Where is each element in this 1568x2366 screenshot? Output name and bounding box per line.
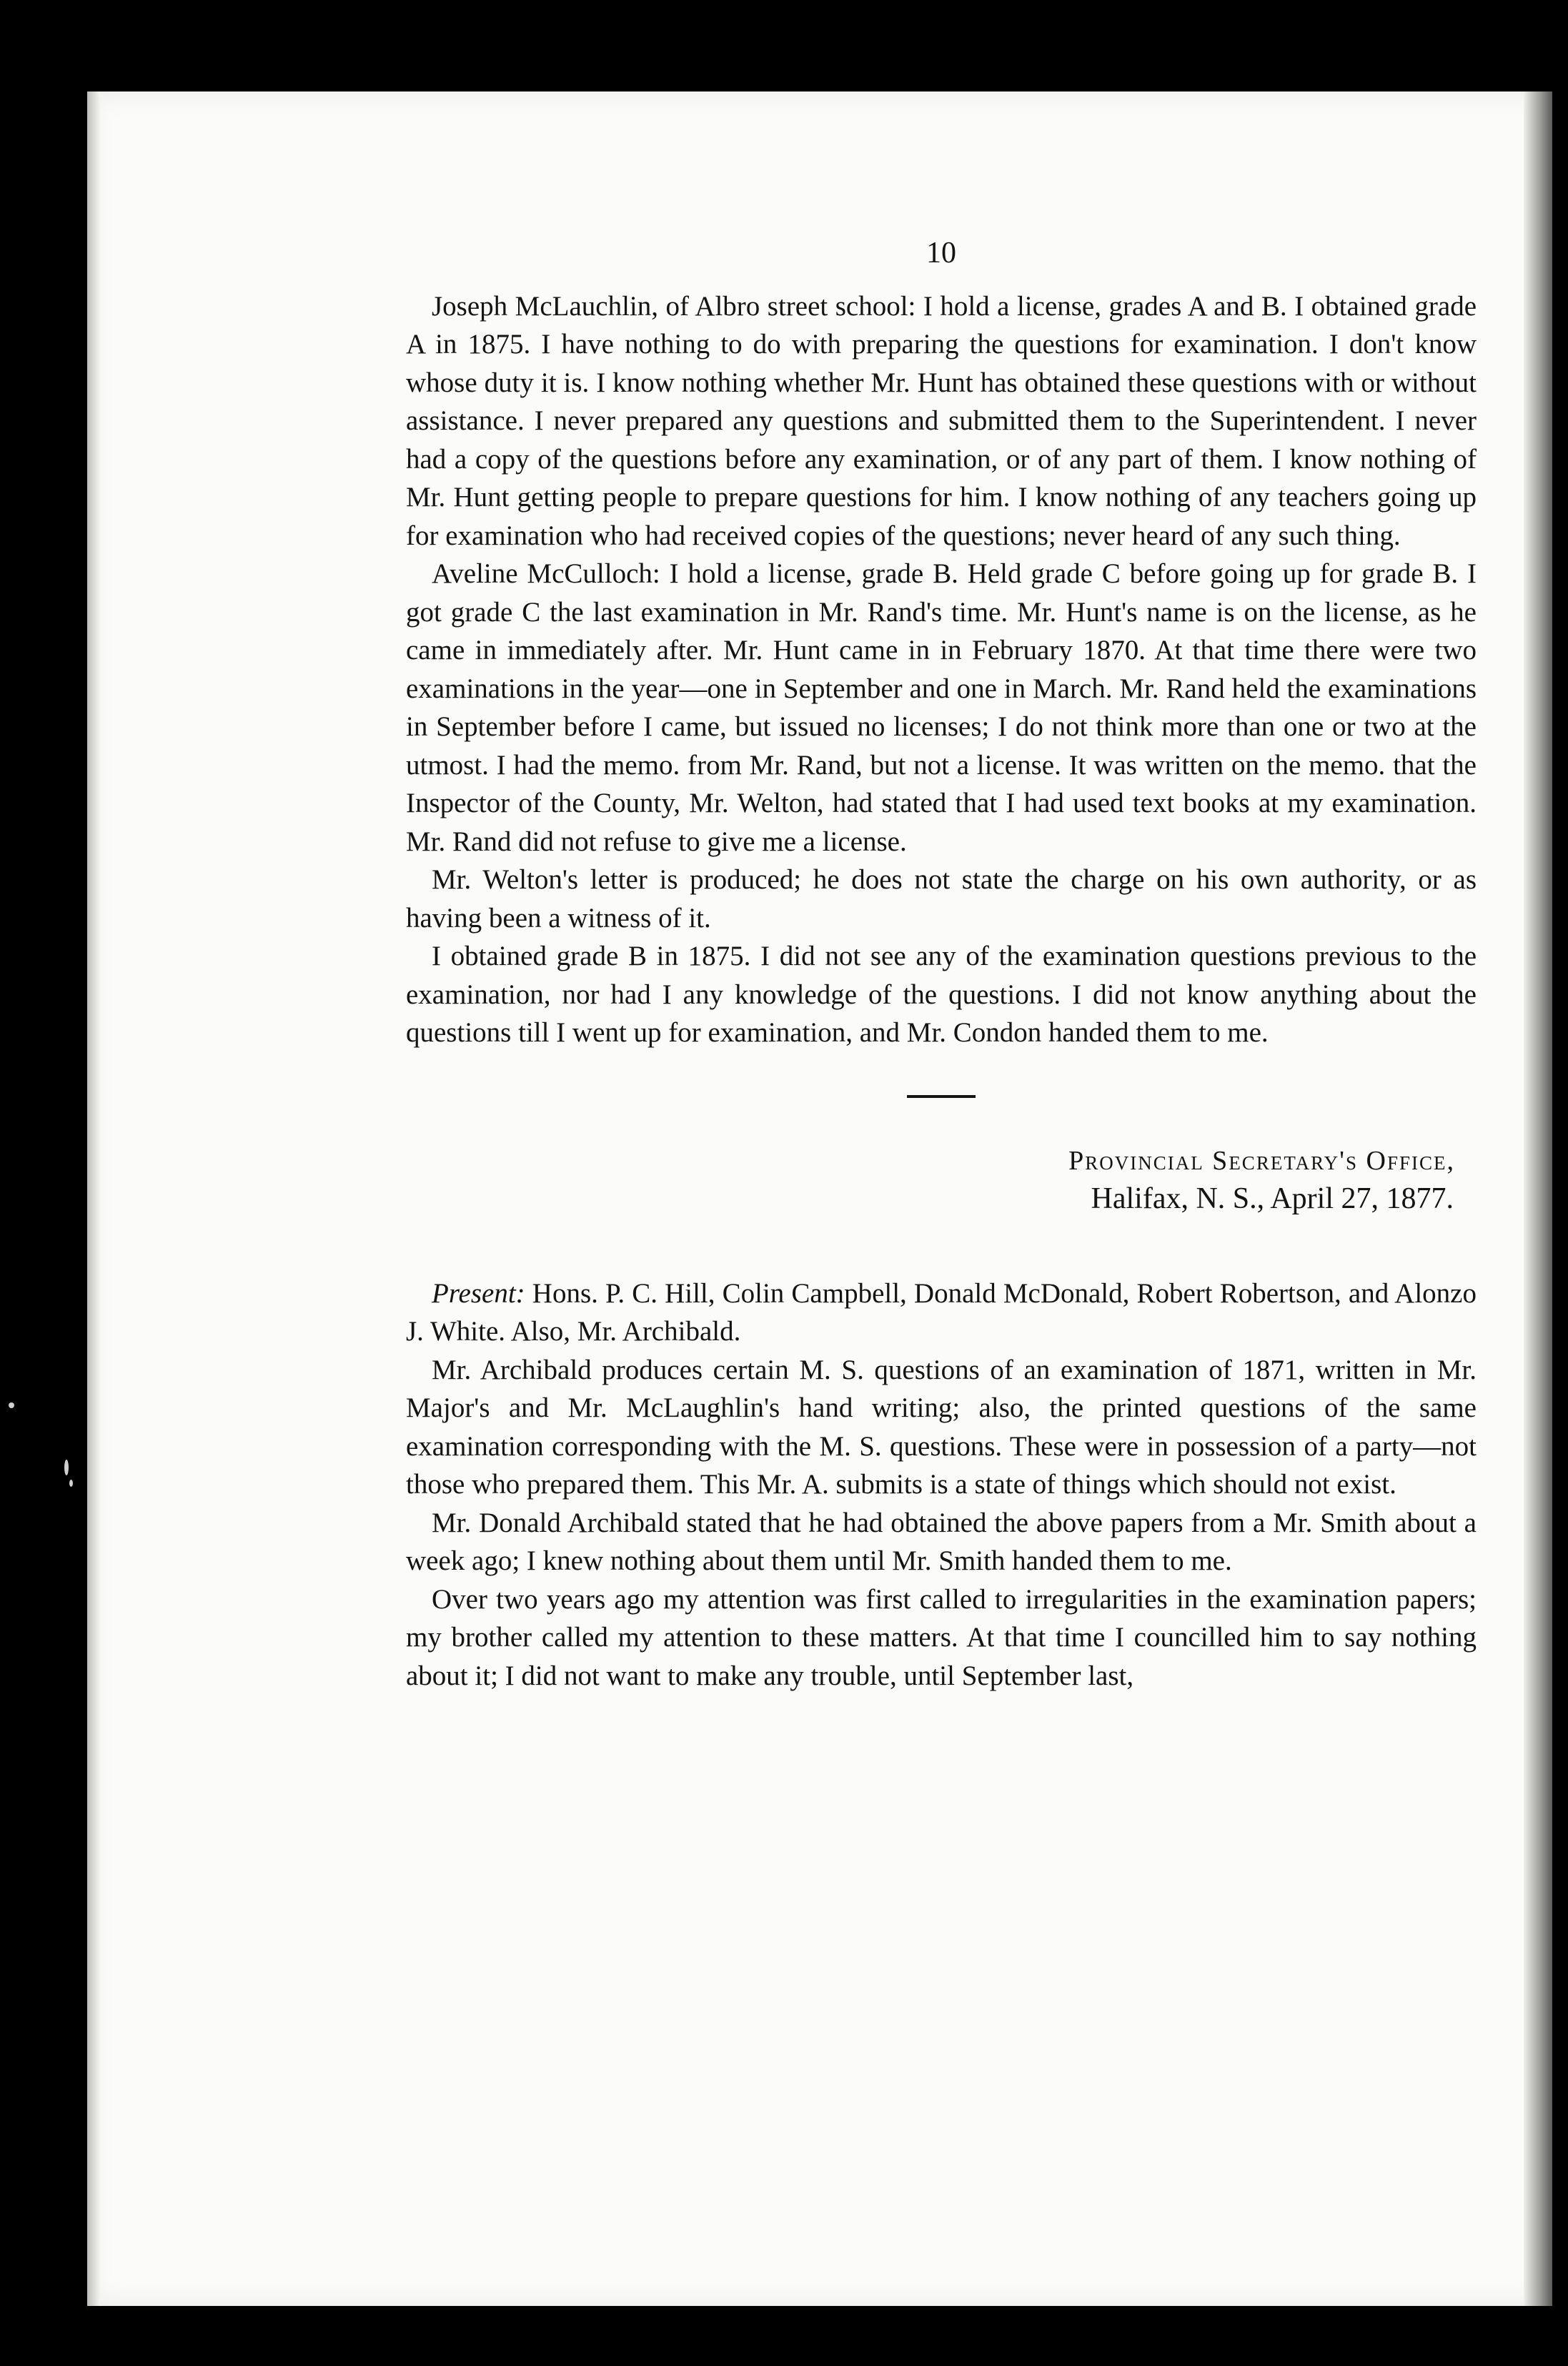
welton-letter-note: Mr. Welton's letter is produced; he does not state the charge on his own authority, or as having been a witness of it. (406, 864, 1477, 934)
office-heading: Provincial Secretary's Office, (1068, 1145, 1455, 1176)
page-left-edge (87, 91, 100, 2306)
scan-margin-specks (0, 0, 93, 2366)
archibald-produces: Mr. Archibald produces certain M. S. questions of an examination of 1871, written in Mr. Major's and Mr. McLaughlin's hand writing; also, the printed questions of the same examination corresponding with the M. S. questions. These were in possession of a party—not those who prepared them. This Mr. A. submits is a state of things which should not exist. (406, 1354, 1477, 1500)
office-dateline: Halifax, N. S., April 27, 1877. (1091, 1182, 1454, 1215)
page-content (406, 234, 1477, 1695)
testimony-mclauchlin: Joseph McLauchlin, of Albro street school: I hold a license, grades A and B. I obtained grade A in 1875. I have nothing to do with preparing the questions for examination. I don't know whose duty it is. I know nothing whether Mr. Hunt has obtained these questions with or without assistance. I never prepared any questions and submitted them to the Superintendent. I never had a copy of the questions before any examination, or of any part of them. I know nothing of Mr. Hunt getting people to prepare questions for him. I know nothing of any teachers going up for examination who had received copies of the questions; never heard of any such thing. (406, 290, 1477, 551)
testimony-mcculloch: Aveline McCulloch: I hold a license, grade B. Held grade C before going up for grade B. I got grade C the last examination in Mr. Rand's time. Mr. Hunt's name is on the license, as he came in immediately after. Mr. Hunt came in in February 1870. At that time there were two examinations in the year—one in September and one in March. Mr. Rand held the examinations in September before I came, but issued no licenses; I do not think more than one or two at the utmost. I had the memo. from Mr. Rand, but not a license. It was written on the memo. that the Inspector of the County, Mr. Welton, had stated that I had used text books at my examination. Mr. Rand did not refuse to give me a license. (406, 558, 1477, 857)
present-names: Hons. P. C. Hill, Colin Campbell, Donald McDonald, Robert Robertson, and Alonzo J. White. Also, Mr. Archibald. (406, 1277, 1477, 1347)
donald-archibald-statement: Mr. Donald Archibald stated that he had obtained the above papers from a Mr. Smith about a week ago; I knew nothing about them until Mr. Smith handed them to me. (406, 1507, 1477, 1576)
present-paragraph (406, 1274, 1477, 1351)
testimony-mcculloch-grade-b: I obtained grade B in 1875. I did not see any of the examination questions previous to the examination, nor had I any knowledge of the questions. I did not know anything about the questions till I went up for examination, and Mr. Condon handed them to me. (406, 941, 1477, 1048)
irregularities-paragraph: Over two years ago my attention was first called to irregularities in the examination papers; my brother called my attention to these matters. At that time I councilled him to say nothing about it; I did not want to make any trouble, until September last, (406, 1583, 1477, 1691)
document-page (87, 91, 1552, 2306)
section-divider (907, 1095, 976, 1098)
page-right-edge (1524, 91, 1552, 2306)
present-label: Present: (432, 1277, 525, 1309)
page-number: 10 (926, 237, 956, 269)
